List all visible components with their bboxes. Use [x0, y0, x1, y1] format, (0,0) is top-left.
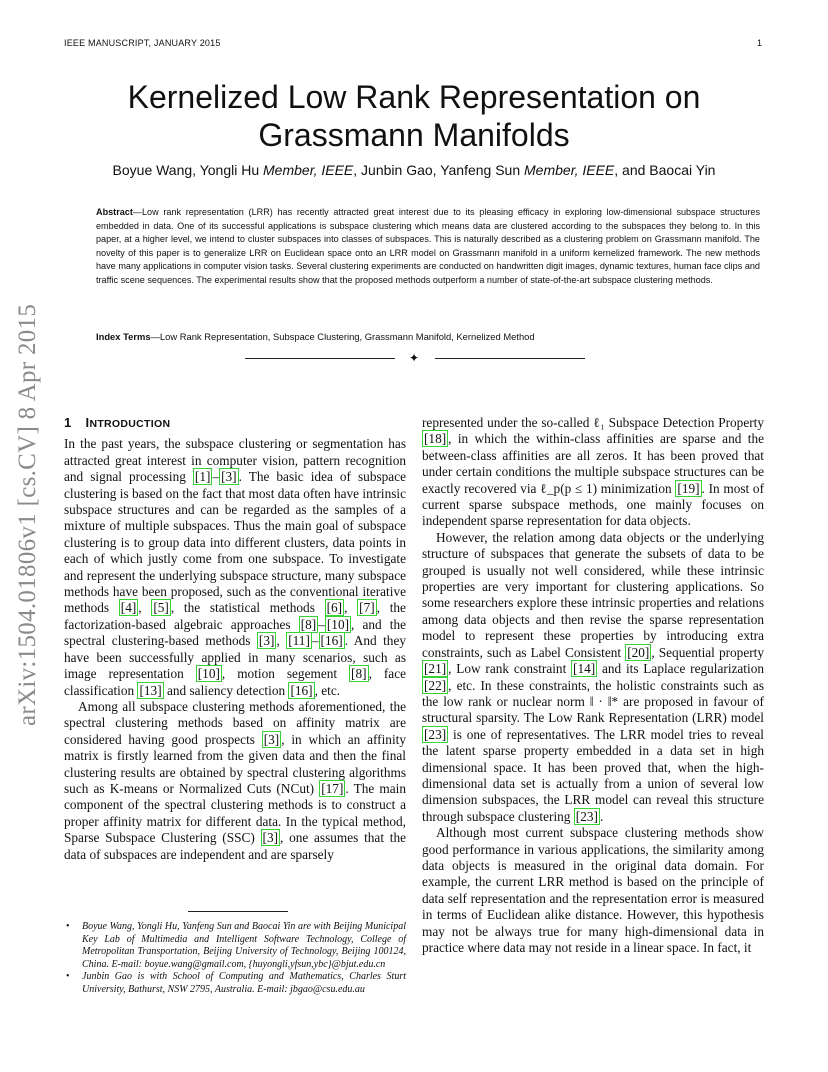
- citation-link[interactable]: [13]: [139, 682, 162, 698]
- citation-link[interactable]: [16]: [320, 633, 343, 649]
- paragraph-text: ,: [276, 633, 287, 649]
- author-list: [80, 162, 748, 178]
- citation-link[interactable]: [11]: [288, 633, 310, 649]
- paragraph-text: . The main component of the spectral clustering methods is to construct a proper affinity matrix for different data. In the typical method, Sparse Subspace Clustering (SSC): [64, 780, 406, 846]
- arxiv-identifier[interactable]: arXiv:1504.01806v1 [cs.CV] 8 Apr 2015: [14, 303, 41, 727]
- paragraph-text: –: [311, 633, 319, 649]
- paragraph-text: Among all subspace clustering methods aforementioned, the spectral clustering methods based on affinity matrix are considered having good prospects: [64, 698, 406, 747]
- paragraph-text: –: [318, 616, 325, 632]
- paragraph-text: , one assumes that the data of subspaces are independent and are sparsely: [64, 830, 407, 862]
- right-column: [422, 415, 764, 956]
- section-divider: [245, 352, 585, 364]
- author-membership-2: Member, IEEE: [524, 162, 615, 178]
- paragraph-text: , the factorization-based algebraic approaches: [64, 600, 406, 632]
- diamond-ornament-icon: ✦: [409, 351, 420, 365]
- author-names-3: , and Baocai Yin: [614, 162, 716, 178]
- author-names-1: Boyue Wang, Yongli Hu: [112, 162, 264, 178]
- paper-title: Kernelized Low Rank Representation on Grassmann Manifolds: [127, 79, 701, 153]
- abstract-text: —Low rank representation (LRR) has recently attracted great interest due to its pleasing efficacy in exploring low-dimensional subspace structures embedded in data. One of its successful applications is subspace clustering which means data are clustered according to the subspaces they belong to. In this paper, at a higher level, we intend to cluster subspaces into classes of subspaces. This is naturally described as a clustering problem on Grassmann manifold. The novelty of this paper is to generalize LRR on Euclidean space onto an LRR model on Grassmann manifold in a uniform kernelized framework. The new methods have many applications in computer vision tasks. Several clustering experiments are conducted on handwritten digit images, dynamic textures, human face clips and traffic scene sequences. The experimental results show that the proposed methods outperform a number of state-of-the-art subspace clustering methods.: [96, 207, 760, 285]
- citation-link[interactable]: [6]: [326, 600, 343, 616]
- citation-link[interactable]: [22]: [424, 677, 447, 693]
- citation-link[interactable]: [3]: [221, 469, 237, 485]
- bullet-icon: •: [66, 921, 70, 932]
- section-title-rest: NTRODUCTION: [89, 418, 171, 430]
- paragraph-text: Although most current subspace clustering methods show good performance in various applications, the similarity among data objects is measured in the original data domain. For example, the current LRR method is based on the principle of data self representation and the representation error is measured in terms of Euclidean alike distance. However, this hypothesis may not be always true for many high-dimensional data in practice where data may not reside in a linear space. In fact, it: [422, 825, 764, 955]
- paragraph-text: , in which the within-class affinities are sparse and the between-class affinities are all zeros. It has been proved that under certain conditions the multiple subspace structures can be exactly recovered via ℓ_p(p ≤ 1) minimization: [422, 431, 764, 496]
- paragraph-text: , etc. In these constraints, the holistic constraints such as the low rank or nuclear norm ‖ · ‖* are proposed in favour of structural sparsity. The Low Rank Representation (LRR) model: [422, 677, 764, 726]
- section-number: 1: [64, 415, 72, 430]
- paragraph-text: –: [212, 469, 220, 485]
- index-terms-label: Index Terms: [96, 331, 151, 342]
- paragraph-text: , Low rank constraint: [448, 661, 572, 677]
- citation-link[interactable]: [14]: [573, 661, 596, 677]
- citation-link[interactable]: [3]: [262, 830, 279, 846]
- footnotes: [64, 921, 406, 996]
- paragraph: [422, 415, 764, 530]
- citation-link[interactable]: [5]: [153, 600, 169, 616]
- paragraph-text: , the statistical methods: [170, 600, 325, 616]
- index-terms-text: —Low Rank Representation, Subspace Clustering, Grassmann Manifold, Kernelized Method: [150, 331, 535, 342]
- citation-link[interactable]: [10]: [197, 666, 220, 682]
- citation-link[interactable]: [16]: [290, 682, 313, 698]
- citation-link[interactable]: [21]: [424, 661, 447, 677]
- paragraph-text: . And they have been successfully applied in many scenarios, such as image representation: [64, 633, 406, 682]
- paragraph: [64, 436, 406, 699]
- citation-link[interactable]: [7]: [359, 600, 375, 616]
- paragraph-text: .: [599, 808, 604, 824]
- citation-link[interactable]: [4]: [120, 600, 137, 616]
- paragraph-text: , Sequential property: [651, 644, 764, 660]
- citation-link[interactable]: [1]: [194, 469, 211, 485]
- author-membership-1: Member, IEEE: [263, 162, 354, 178]
- section-heading: [64, 415, 406, 432]
- abstract: [96, 206, 760, 288]
- author-names-2: , Junbin Gao, Yanfeng Sun: [353, 162, 525, 178]
- citation-link[interactable]: [20]: [627, 644, 650, 660]
- footnote-text: Boyue Wang, Yongli Hu, Yanfeng Sun and Baocai Yin are with Beijing Municipal Key Lab of Multimedia and Intelligent Software Technology, College of Metropolitan Transportation, Beijing University of Technology, Beijing 100124, China. E-mail: boyue.wang@gmail.com, {huyongli,yfsun,ybc}@bjut.edu.cn: [82, 921, 406, 970]
- citation-link[interactable]: [8]: [300, 616, 317, 632]
- citation-link[interactable]: [3]: [263, 731, 280, 747]
- divider-line-left: [245, 358, 395, 359]
- paragraph-text: . In most of current sparse subspace methods, one mainly focuses on independent sparse representation for data objects.: [422, 480, 764, 529]
- citation-link[interactable]: [8]: [351, 666, 367, 682]
- page-number: 1: [756, 38, 762, 48]
- paragraph: [422, 825, 764, 956]
- paragraph-text: , in which an affinity matrix is firstly learned from the given data and then the final clustering results are obtained by spectral clustering algorithms such as K-means or Normalized Cuts (NCut): [64, 731, 406, 796]
- footnote-rule: [188, 911, 288, 912]
- abstract-label: Abstract: [96, 207, 133, 217]
- paragraph-text: In the past years, the subspace clustering or segmentation has attracted great interest in computer vision, pattern recognition and signal processing: [64, 436, 406, 485]
- citation-link[interactable]: [23]: [424, 726, 447, 742]
- footnote: [64, 971, 406, 996]
- citation-link[interactable]: [18]: [424, 431, 447, 447]
- citation-link[interactable]: [17]: [321, 780, 344, 796]
- citation-link[interactable]: [23]: [575, 808, 598, 824]
- paragraph-text: and its Laplace regularization: [597, 661, 764, 677]
- left-column: [64, 415, 406, 863]
- running-head: IEEE MANUSCRIPT, JANUARY 2015: [64, 38, 221, 48]
- paragraph-text: , motion segement: [221, 666, 350, 682]
- section-title-initial: I: [85, 415, 90, 430]
- bullet-icon: •: [66, 971, 70, 982]
- paragraph-text: ,: [138, 600, 152, 616]
- paragraph-text: However, the relation among data objects or the underlying structure of subspaces that generate the subsets of data to be grouped is usually not well considered, while these intrinsic properties are very important for clustering applications. So some researchers explore these intrinsic properties and relations among data objects and then revise the sparse representation model to represent these properties by introducing extra constraints, such as Label Consistent: [422, 529, 764, 660]
- paragraph-text: . The basic idea of subspace clustering is based on the fact that most data often have intrinsic subspace structures and can be regarded as the samples of a mixture of multiple subspaces. Thus the main goal of subspace clustering is to group data into different clusters, data points in each of which justly come from one subspace. To investigate and represent the underlying subspace structure, many subspace methods have been proposed, such as the conventional iterative methods: [64, 469, 407, 616]
- paragraph: [422, 530, 764, 825]
- footnote-text: Junbin Gao is with School of Computing and Mathematics, Charles Sturt University, Bathurst, NSW 2795, Australia. E-mail: jbgao@csu.edu.au: [82, 971, 406, 995]
- divider-line-right: [435, 358, 585, 359]
- footnote: [64, 921, 406, 971]
- citation-link[interactable]: [3]: [258, 633, 275, 649]
- index-terms: [96, 331, 760, 342]
- paragraph-text: is one of representatives. The LRR model tries to reveal the latent sparse property embedded in a data set in high dimensional space. It has been proved that, when the high-dimensional data set is actually from a union of several low dimension subspaces, the LRR model can reveal this structure through subspace clustering: [422, 726, 764, 824]
- paragraph-text: , etc.: [314, 682, 341, 698]
- citation-link[interactable]: [19]: [677, 480, 700, 496]
- citation-link[interactable]: [10]: [326, 616, 350, 632]
- paragraph-text: ,: [344, 600, 358, 616]
- paragraph-text: , face classification: [64, 666, 406, 698]
- paragraph: [64, 699, 406, 863]
- paragraph-text: , and the spectral clustering-based methods: [64, 616, 406, 649]
- paragraph-text: and saliency detection: [163, 682, 289, 698]
- paragraph-text: represented under the so-called ℓ₁ Subspace Detection Property: [422, 415, 764, 430]
